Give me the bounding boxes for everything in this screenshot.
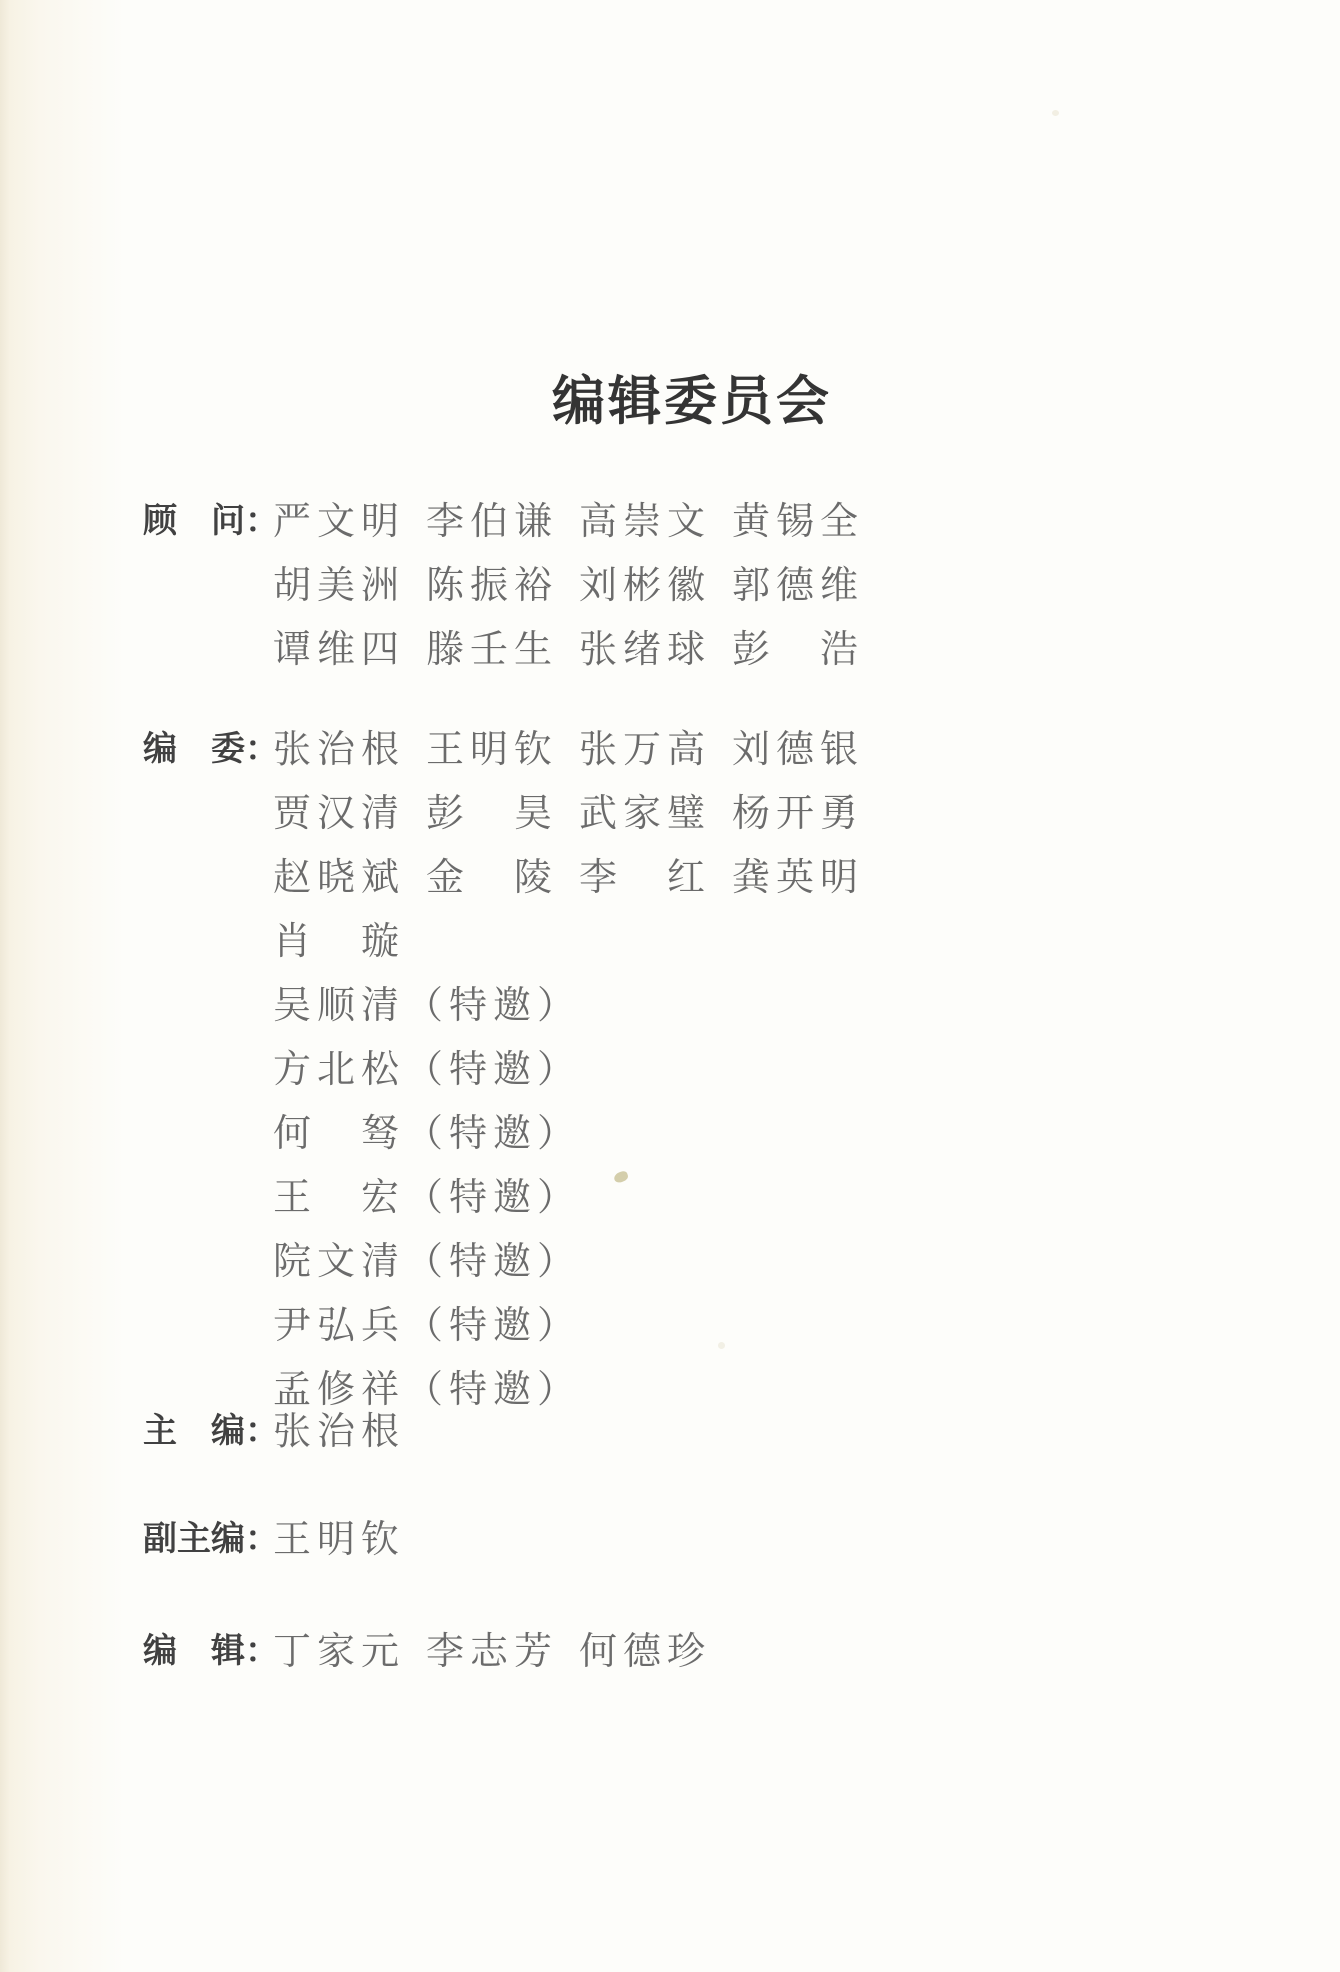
board-special-row-4 bbox=[273, 1169, 885, 1233]
board-row-1 bbox=[273, 721, 885, 785]
board-special-row-1 bbox=[273, 977, 885, 1041]
editors-label bbox=[143, 1623, 279, 1680]
person-name: 黄锡全 bbox=[732, 499, 865, 543]
deputy-chief-editor-row bbox=[273, 1511, 426, 1575]
board-label-text: 编委 bbox=[143, 729, 245, 769]
editors-label-colon: ： bbox=[245, 1631, 279, 1671]
editors-label-text: 编辑 bbox=[143, 1631, 245, 1671]
board-names bbox=[273, 721, 885, 1425]
person-name: 武家璧 bbox=[579, 791, 712, 835]
board-label bbox=[143, 721, 279, 778]
advisors-row-2 bbox=[273, 557, 885, 621]
board-label-colon: ： bbox=[245, 729, 279, 769]
person-name: 张万高 bbox=[579, 727, 712, 771]
deputy-chief-editor-names bbox=[273, 1511, 426, 1575]
chief-editor-label-text: 主编 bbox=[143, 1411, 245, 1451]
person-name: 张治根 bbox=[273, 727, 406, 771]
person-name: 彭 浩 bbox=[732, 627, 865, 671]
person-name: 张绪球 bbox=[579, 627, 712, 671]
person-name: 李伯谦 bbox=[426, 499, 559, 543]
person-name: 李 红 bbox=[579, 855, 712, 899]
person-name: 郭德维 bbox=[732, 563, 865, 607]
deputy-chief-editor-label-text: 副主编 bbox=[143, 1519, 245, 1559]
page-title: 编辑委员会 bbox=[552, 370, 832, 432]
person-name: 杨开勇 bbox=[732, 791, 865, 835]
advisors-label-colon: ： bbox=[245, 501, 279, 541]
advisors-section bbox=[143, 493, 885, 685]
editors-section bbox=[143, 1623, 732, 1687]
advisors-label bbox=[143, 493, 279, 550]
person-name: 陈振裕 bbox=[426, 563, 559, 607]
person-name: 刘德银 bbox=[732, 727, 865, 771]
chief-editor-section bbox=[143, 1403, 426, 1467]
person-name: 龚英明 bbox=[732, 855, 865, 899]
chief-editor-label-colon: ： bbox=[245, 1411, 279, 1451]
board-row-4 bbox=[273, 913, 885, 977]
person-name: 谭维四 bbox=[273, 627, 406, 671]
editors-names bbox=[273, 1623, 732, 1687]
person-name: 王明钦 bbox=[273, 1517, 406, 1561]
person-name: 严文明 bbox=[273, 499, 406, 543]
person-name: 赵晓斌 bbox=[273, 855, 406, 899]
person-name: 贾汉清 bbox=[273, 791, 406, 835]
deputy-chief-editor-label-colon: ： bbox=[245, 1519, 279, 1559]
person-name: 高崇文 bbox=[579, 499, 712, 543]
person-name-special-invite: 院文清（特邀） bbox=[273, 1239, 582, 1283]
board-special-row-5 bbox=[273, 1233, 885, 1297]
person-name-special-invite: 王 宏（特邀） bbox=[273, 1175, 582, 1219]
editorial-board-section bbox=[143, 721, 885, 1425]
board-special-row-2 bbox=[273, 1041, 885, 1105]
advisors-row-3 bbox=[273, 621, 885, 685]
advisors-names bbox=[273, 493, 885, 685]
person-name: 张治根 bbox=[273, 1409, 406, 1453]
person-name: 何德珍 bbox=[579, 1629, 712, 1673]
person-name-special-invite: 尹弘兵（特邀） bbox=[273, 1303, 582, 1347]
person-name-special-invite: 吴顺清（特邀） bbox=[273, 983, 582, 1027]
person-name: 王明钦 bbox=[426, 727, 559, 771]
person-name: 刘彬徽 bbox=[579, 563, 712, 607]
person-name-special-invite: 方北松（特邀） bbox=[273, 1047, 582, 1091]
person-name: 胡美洲 bbox=[273, 563, 406, 607]
paper-speck bbox=[1052, 110, 1059, 116]
person-name: 滕壬生 bbox=[426, 627, 559, 671]
board-row-2 bbox=[273, 785, 885, 849]
person-name: 李志芳 bbox=[426, 1629, 559, 1673]
board-special-row-6 bbox=[273, 1297, 885, 1361]
advisors-row-1 bbox=[273, 493, 885, 557]
person-name-special-invite: 何 驽（特邀） bbox=[273, 1111, 582, 1155]
chief-editor-names bbox=[273, 1403, 426, 1467]
person-name: 彭 昊 bbox=[426, 791, 559, 835]
deputy-chief-editor-label bbox=[143, 1511, 279, 1568]
board-row-3 bbox=[273, 849, 885, 913]
person-name: 丁家元 bbox=[273, 1629, 406, 1673]
person-name-special-invite: 孟修祥（特邀） bbox=[273, 1367, 582, 1411]
board-special-row-3 bbox=[273, 1105, 885, 1169]
deputy-chief-editor-section bbox=[143, 1511, 426, 1575]
person-name: 肖 璇 bbox=[273, 919, 406, 963]
person-name: 金 陵 bbox=[426, 855, 559, 899]
chief-editor-label bbox=[143, 1403, 279, 1460]
editors-row bbox=[273, 1623, 732, 1687]
chief-editor-row bbox=[273, 1403, 426, 1467]
advisors-label-text: 顾问 bbox=[143, 501, 245, 541]
